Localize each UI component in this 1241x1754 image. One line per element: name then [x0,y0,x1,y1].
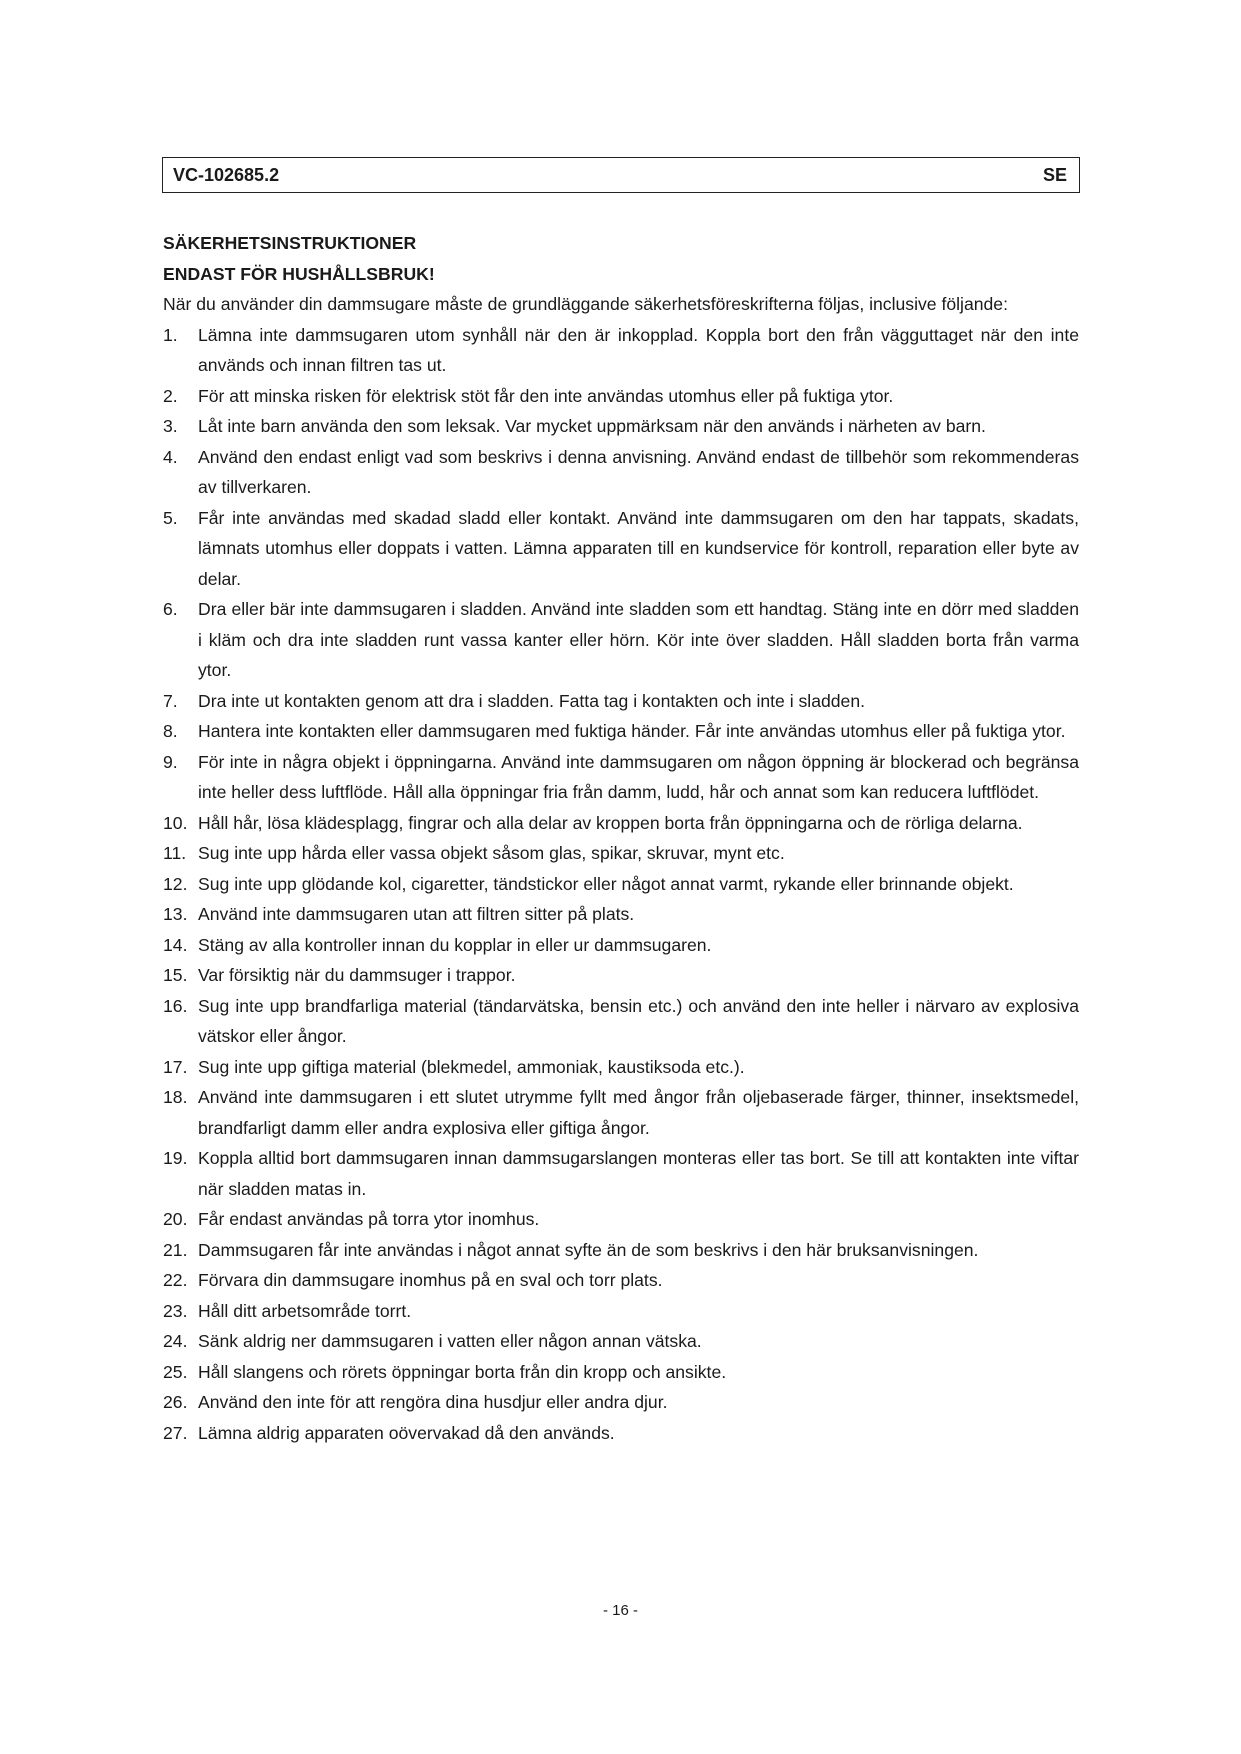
item-text: Lämna inte dammsugaren utom synhåll när den är inkopplad. Koppla bort den från vägguttaget när den inte används och innan filtren tas ut. [198,324,1079,375]
list-item [163,930,1079,961]
list-item [163,869,1079,900]
item-text: Var försiktig när du dammsuger i trappor. [198,965,516,985]
item-number: 3. [163,416,178,436]
item-number: 6. [163,599,178,619]
list-item [163,1387,1079,1418]
list-item [163,1296,1079,1327]
item-number: 16. [163,995,188,1016]
list-item [163,1143,1079,1204]
document-body [163,228,1079,1448]
list-item [163,320,1079,381]
item-text: Lämna aldrig apparaten oövervakad då den används. [198,1422,615,1443]
language-code: SE [1042,164,1067,185]
item-number: 18. [163,1087,188,1107]
section-subtitle: ENDAST FÖR HUSHÅLLSBRUK! [163,263,435,284]
list-item [163,1418,1079,1449]
list-item [163,503,1079,595]
item-text: Dammsugaren får inte användas i något annat syfte än de som beskrivs i den här bruksanvisningen. [198,1239,979,1260]
list-item [163,991,1079,1052]
list-item [163,411,1079,442]
list-item [163,1204,1079,1235]
list-item [163,442,1079,503]
list-item [163,686,1079,717]
item-number: 9. [163,751,178,772]
item-number: 19. [163,1148,188,1168]
list-item [163,1326,1079,1357]
list-item [163,1082,1079,1143]
item-number: 15. [163,965,188,985]
item-number: 12. [163,873,188,894]
item-text: Får endast användas på torra ytor inomhus. [198,1209,540,1229]
list-item [163,808,1079,839]
list-item [163,960,1079,991]
item-number: 8. [163,721,178,741]
item-number: 23. [163,1300,188,1321]
item-number: 1. [163,324,178,345]
item-text: Använd den endast enligt vad som beskrivs i denna anvisning. Använd endast de tillbehör som rekommenderas av tillverkaren. [198,446,1079,497]
item-text: Använd inte dammsugaren i ett slutet utrymme fyllt med ångor från oljebaserade färger, thinner, insektsmedel, brandfarligt damm eller andra explosiva eller giftiga ångor. [198,1087,1079,1138]
item-text: Använd inte dammsugaren utan att filtren sitter på plats. [198,904,635,924]
item-text: Håll hår, lösa klädesplagg, fingrar och alla delar av kroppen borta från öppningarna och de rörliga delarna. [198,812,1023,833]
list-item [163,1357,1079,1388]
item-number: 7. [163,690,178,711]
item-number: 26. [163,1392,188,1412]
item-number: 27. [163,1422,188,1443]
item-number: 2. [163,385,178,406]
list-item [163,381,1079,412]
item-number: 14. [163,934,188,955]
item-number: 13. [163,904,188,924]
list-item [163,594,1079,686]
item-text: Dra eller bär inte dammsugaren i sladden. Använd inte sladden som ett handtag. Stäng inte en dörr med sladden i kläm och dra inte sladden runt vassa kanter eller hörn. Kör inte över sladden. Håll sladden borta från varma ytor. [198,599,1079,680]
item-text: Håll ditt arbetsområde torrt. [198,1300,412,1321]
page-number: - 16 - [602,1602,638,1619]
item-number: 22. [163,1270,188,1290]
item-text: Sug inte upp giftiga material (blekmedel, ammoniak, kaustiksoda etc.). [198,1056,745,1077]
item-number: 5. [163,507,178,528]
list-item [163,1235,1079,1266]
safety-instructions-list [163,320,1079,1449]
item-text: Koppla alltid bort dammsugaren innan dammsugarslangen monteras eller tas bort. Se till att kontakten inte viftar när sladden matas in. [198,1148,1079,1199]
item-number: 21. [163,1239,188,1260]
item-number: 20. [163,1209,188,1229]
item-number: 11. [163,843,187,863]
list-item [163,838,1079,869]
item-text: Dra inte ut kontakten genom att dra i sladden. Fatta tag i kontakten och inte i sladden. [198,690,866,711]
list-item [163,1052,1079,1083]
item-text: Använd den inte för att rengöra dina husdjur eller andra djur. [198,1392,668,1412]
section-title: SÄKERHETSINSTRUKTIONER [163,233,417,253]
item-text: Sug inte upp brandfarliga material (tändarvätska, bensin etc.) och använd den inte heller i närvaro av explosiva vätskor eller ångor. [198,995,1079,1046]
item-text: Hantera inte kontakten eller dammsugaren med fuktiga händer. Får inte användas utomhus eller på fuktiga ytor. [198,721,1066,741]
item-text: Håll slangens och rörets öppningar borta från din kropp och ansikte. [198,1361,727,1382]
item-text: Sug inte upp glödande kol, cigaretter, tändstickor eller något annat varmt, rykande eller brinnande objekt. [198,873,1014,894]
item-text: Låt inte barn använda den som leksak. Var mycket uppmärksam när den används i närheten av barn. [198,416,986,436]
document-header [162,157,1080,193]
list-item [163,1265,1079,1296]
item-number: 4. [163,446,178,467]
item-text: För inte in några objekt i öppningarna. Använd inte dammsugaren om någon öppning är blockerad och begränsa inte heller dess luftflöde. Håll alla öppningar fria från damm, ludd, hår och annat som kan reducera luftflödet. [198,751,1079,802]
item-text: Får inte användas med skadad sladd eller kontakt. Använd inte dammsugaren om den har tappats, skadats, lämnats utomhus eller doppats i vatten. Lämna apparaten till en kundservice för kontroll, reparation eller byte av delar. [198,507,1079,589]
item-text: Stäng av alla kontroller innan du kopplar in eller ur dammsugaren. [198,934,712,955]
item-number: 17. [163,1056,188,1077]
item-text: Sänk aldrig ner dammsugaren i vatten eller någon annan vätska. [198,1331,702,1351]
model-number: VC-102685.2 [173,164,280,185]
item-text: Förvara din dammsugare inomhus på en sval och torr plats. [198,1270,663,1290]
intro-paragraph: När du använder din dammsugare måste de grundläggande säkerhetsföreskrifterna följas, inclusive följande: [163,294,1008,314]
item-number: 24. [163,1331,188,1351]
list-item [163,747,1079,808]
item-text: Sug inte upp hårda eller vassa objekt såsom glas, spikar, skruvar, mynt etc. [198,843,785,863]
list-item [163,716,1079,747]
item-text: För att minska risken för elektrisk stöt får den inte användas utomhus eller på fuktiga ytor. [198,385,894,406]
item-number: 10. [163,812,188,833]
item-number: 25. [163,1361,188,1382]
list-item [163,899,1079,930]
